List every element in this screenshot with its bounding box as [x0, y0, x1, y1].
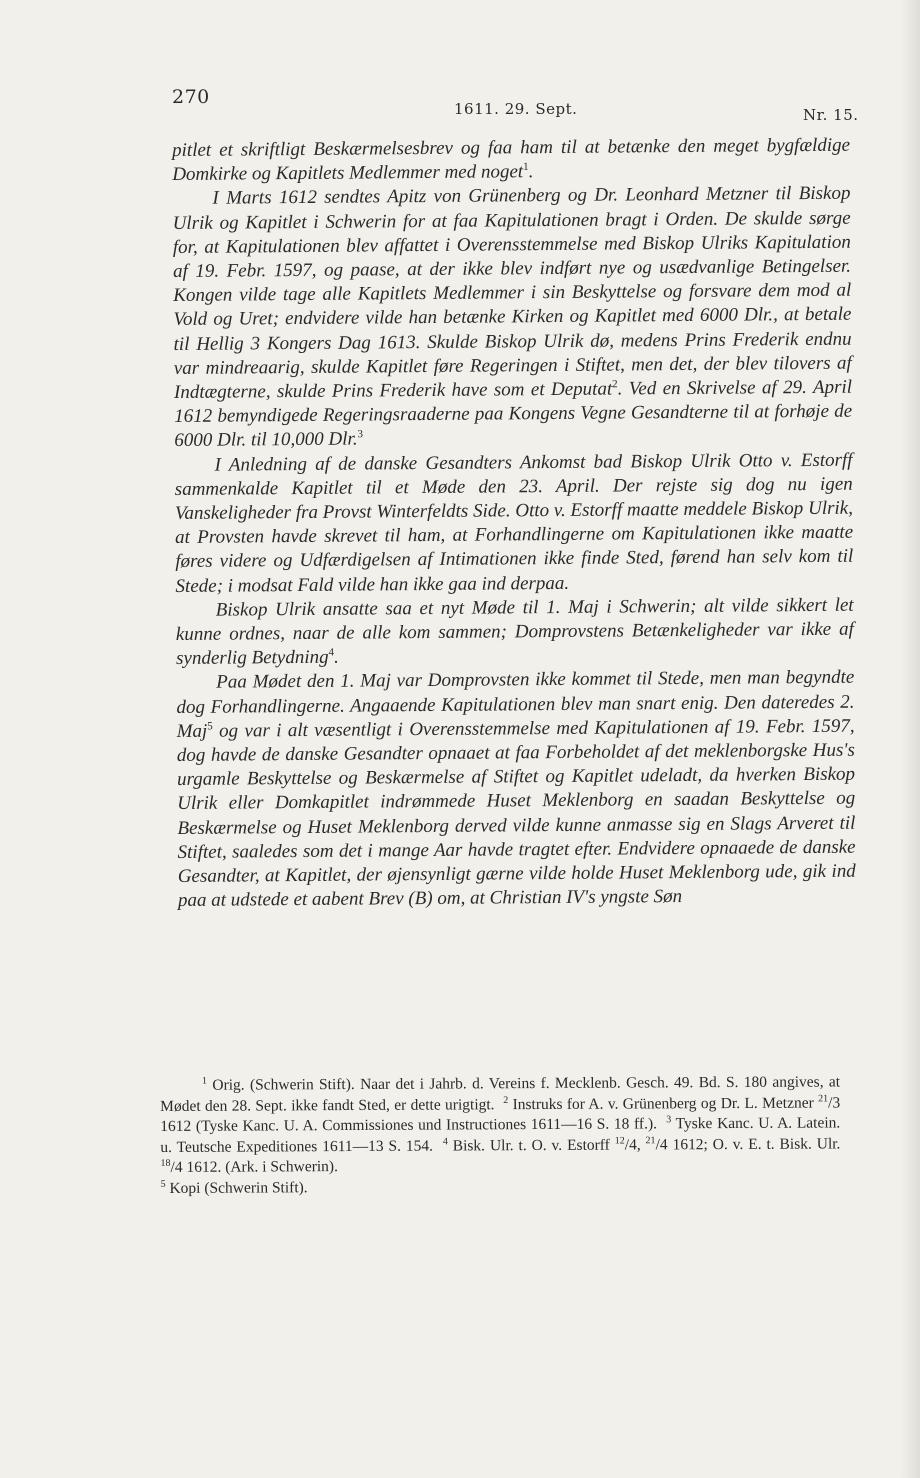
footnote-3-text: Tyske Kanc. U. A. Latein. u. Teutsche Expeditiones 1611—13 S. 154. [160, 1114, 841, 1156]
running-head-date: 1611. 29. Sept. [454, 100, 578, 118]
footnote-4-text-b: 1612; O. v. E. t. Bisk. Ulr. [672, 1135, 841, 1154]
paragraph-5-text-a: Paa Mødet den 1. Maj var Domprovsten ikke kommet til Stede, men man begyndte dog Forhandlingerne. Angaaende Kapitulationen blev man snart enig. Den dateredes 2. Maj [176, 667, 855, 742]
footnote-2-marker: 2 [503, 1094, 509, 1106]
footnote-1-text: Orig. (Schwerin Stift). Naar det i Jahrb. d. Vereins f. Mecklenb. Gesch. 49. Bd. S. 180 angives, at Mødet den 28. Sept. ikke fandt Sted, er dette urigtigt. [160, 1073, 841, 1115]
footnote-marker-3: 3 [357, 428, 364, 441]
footnote-4-marker: 4 [442, 1136, 448, 1148]
footnote-2-text-a: Instruks for A. v. Grünenberg og Dr. L. Metzner [512, 1094, 814, 1113]
footnote-4-text-c: 1612. (Ark. i Schwerin). [186, 1158, 338, 1177]
footnote-marker-4: 4 [328, 646, 335, 659]
main-text [172, 134, 856, 914]
paragraph-5 [176, 666, 856, 913]
footnote-2-date-num: 21 [818, 1092, 829, 1104]
footnote-3-marker: 3 [666, 1114, 672, 1126]
footnote-marker-5: 5 [207, 720, 213, 733]
footnote-4-date2-num: 21 [645, 1135, 656, 1147]
footnote-4-date3-den: 4 [174, 1159, 183, 1177]
paragraph-2-text-a: I Marts 1612 sendtes Apitz von Grünenberg og Dr. Leonhard Metzner til Biskop Ulrik og Kapitlet i Schwerin for at faa Kapitulationen bragt i Orden. De skulde sørge for, at Kapitulationen blev affattet i Overensstemmelse med Biskop Ulriks Kapitulation af 19. Febr. 1597, og paase, at der ikke blev indført nye og usædvanlige Betingelser. Kongen vilde tage alle Kapitlets Medlemmer i sin Beskyttelse og forsvare dem mod al Vold og Uret; endvidere vilde han betænke Kirken og Kapitlet med 6000 Dlr., at betale til Hellig 3 Kongers Dag 1613. Skulde Biskop Ulrik dø, medens Prins Frederik endnu var mindreaarig, skulde Kapitlet føre Regeringen i Stiftet, men det, der blev tilovers af Indtægterne, skulde Prins Frederik have som et Deputat [172, 183, 852, 404]
paragraph-4-text: Biskop Ulrik ansatte saa et nyt Møde til 1. Maj i Schwerin; alt vilde sikkert let kunne ordnes, naar de alle kom sammen; Domprovstens Betænkeligheder var ikke af synderlig Betydning [175, 594, 854, 670]
paragraph-4: Biskop Ulrik ansatte saa et nyt Møde til 1. Maj i Schwerin; alt vilde sikkert let kunne ordnes, naar de alle kom sammen; Domprovstens Betænkeligheder var ikke af synderlig Betydning$^4$. [175, 594, 854, 670]
footnote-5-text: Kopi (Schwerin Stift). [169, 1179, 308, 1197]
paragraph-1-text: pitlet et skriftligt Beskærmelsesbrev og faa ham til at betænke den meget bygfældige Domkirke og Kapitlets Medlemmer med noget [172, 134, 851, 186]
footnote-4-date2-den: 4 [659, 1136, 668, 1154]
page-number: 270 [172, 86, 210, 108]
paragraph-5-text-b: og var i alt væsentligt i Overensstemmelse med Kapitulationen af 19. Febr. 1597, dog havde de danske Gesandter opnaaet at faa Forbeholdet af det meklenborgske Hus's urgamle Beskyttelse og Beskærmelse af Stiftet og Kapitlet udeladt, da hverken Biskop Ulrik eller Domkapitlet indrømmede Huset Meklenborg en saadan Beskyttelse og Beskærmelse og Huset Meklenborg derved vilde kunne anmasse sig en Slags Arveret til Stiftet, saaledes som det i mange Aar havde tragtet efter. Endvidere opnaaede de danske Gesandter, at Kapitlet, der øjensynligt gærne vilde holde Huset Meklenborg ude, gik ind paa at udstede et aabent Brev (B) om, at Christian IV's yngste Søn [176, 715, 856, 912]
footnote-4-text-a: Bisk. Ulr. t. O. v. Estorff [452, 1136, 610, 1155]
paragraph-3 [174, 448, 853, 599]
footnote-2-date-den: 3 [832, 1094, 841, 1112]
paragraph-2-text-b: . Ved en Skrivelse af 29. April 1612 bemyndigede Regeringsraaderne paa Kongens Vegne Gesandterne til at forhøje de 6000 Dlr. til 10,000 Dlr. [174, 376, 853, 452]
document-number: Nr. 15. [803, 106, 859, 124]
footnote-block: $^1$ Orig. (Schwerin Stift). Naar det i Jahrb. d. Vereins f. Mecklenb. Gesch. 49. Bd. S. 180 angives, at Mødet den 28. Sept. ikke fandt Sted, er dette urigtigt. $^2$ Instruks for A. v. Grünenberg og Dr. L. Metzner $^{21}$/3 1612 (Tyske Kanc. U. A. Commissiones und Instructiones 1611—16 S. 18 ff.). $^3$ Tyske Kanc. U. A. Latein. u. Teutsche Expeditiones 1611—13 S. 154. $^4$ Bisk. Ulr. t. O. v. Estorff $^{12}$/4, $^{21}$/4 1612; O. v. E. t. Bisk. Ulr. $^{18}$/4 1612. (Ark. i Schwerin). $^5$ Kopi (Schwerin Stift). [160, 1073, 841, 1197]
footnote-marker-2: 2 [612, 378, 618, 391]
paragraph-3-text: I Anledning af de danske Gesandters Ankomst bad Biskop Ulrik Otto v. Estorff sammenkalde Kapitlet til et Møde den 23. April. Der rejste sig dog nu igen Vanskeligheder fra Provst Winterfeldts Side. Otto v. Estorff maatte meddele Biskop Ulrik, at Provsten havde skrevet til ham, at Forhandlingerne om Kapitulationen ikke maatte føres videre og Udfærdigelsen af Intimationen ikke finde Sted, førend han selv kom til Stede; i modsat Fald vilde han ikke gaa ind derpaa. [174, 449, 854, 597]
footnotes [160, 1072, 841, 1199]
footnote-4-date3-num: 18 [160, 1158, 171, 1170]
paragraph-2 [172, 182, 852, 454]
footnote-4-date1-den: 4 [628, 1136, 637, 1154]
footnote-2-text-b: 1612 (Tyske Kanc. U. A. Commissiones und Instructiones 1611—16 S. 18 ff.). [160, 1115, 658, 1136]
footnote-5-marker: 5 [160, 1178, 166, 1190]
footnote-4-date1-num: 12 [614, 1135, 625, 1147]
footnote-1-marker: 1 [201, 1075, 208, 1087]
paragraph-1: pitlet et skriftligt Beskærmelsesbrev og faa ham til at betænke den meget bygfældige Domkirke og Kapitlets Medlemmer med noget$^1$. [172, 134, 851, 186]
page-edge-shadow [900, 0, 920, 1478]
footnote-marker-1: 1 [523, 161, 529, 174]
